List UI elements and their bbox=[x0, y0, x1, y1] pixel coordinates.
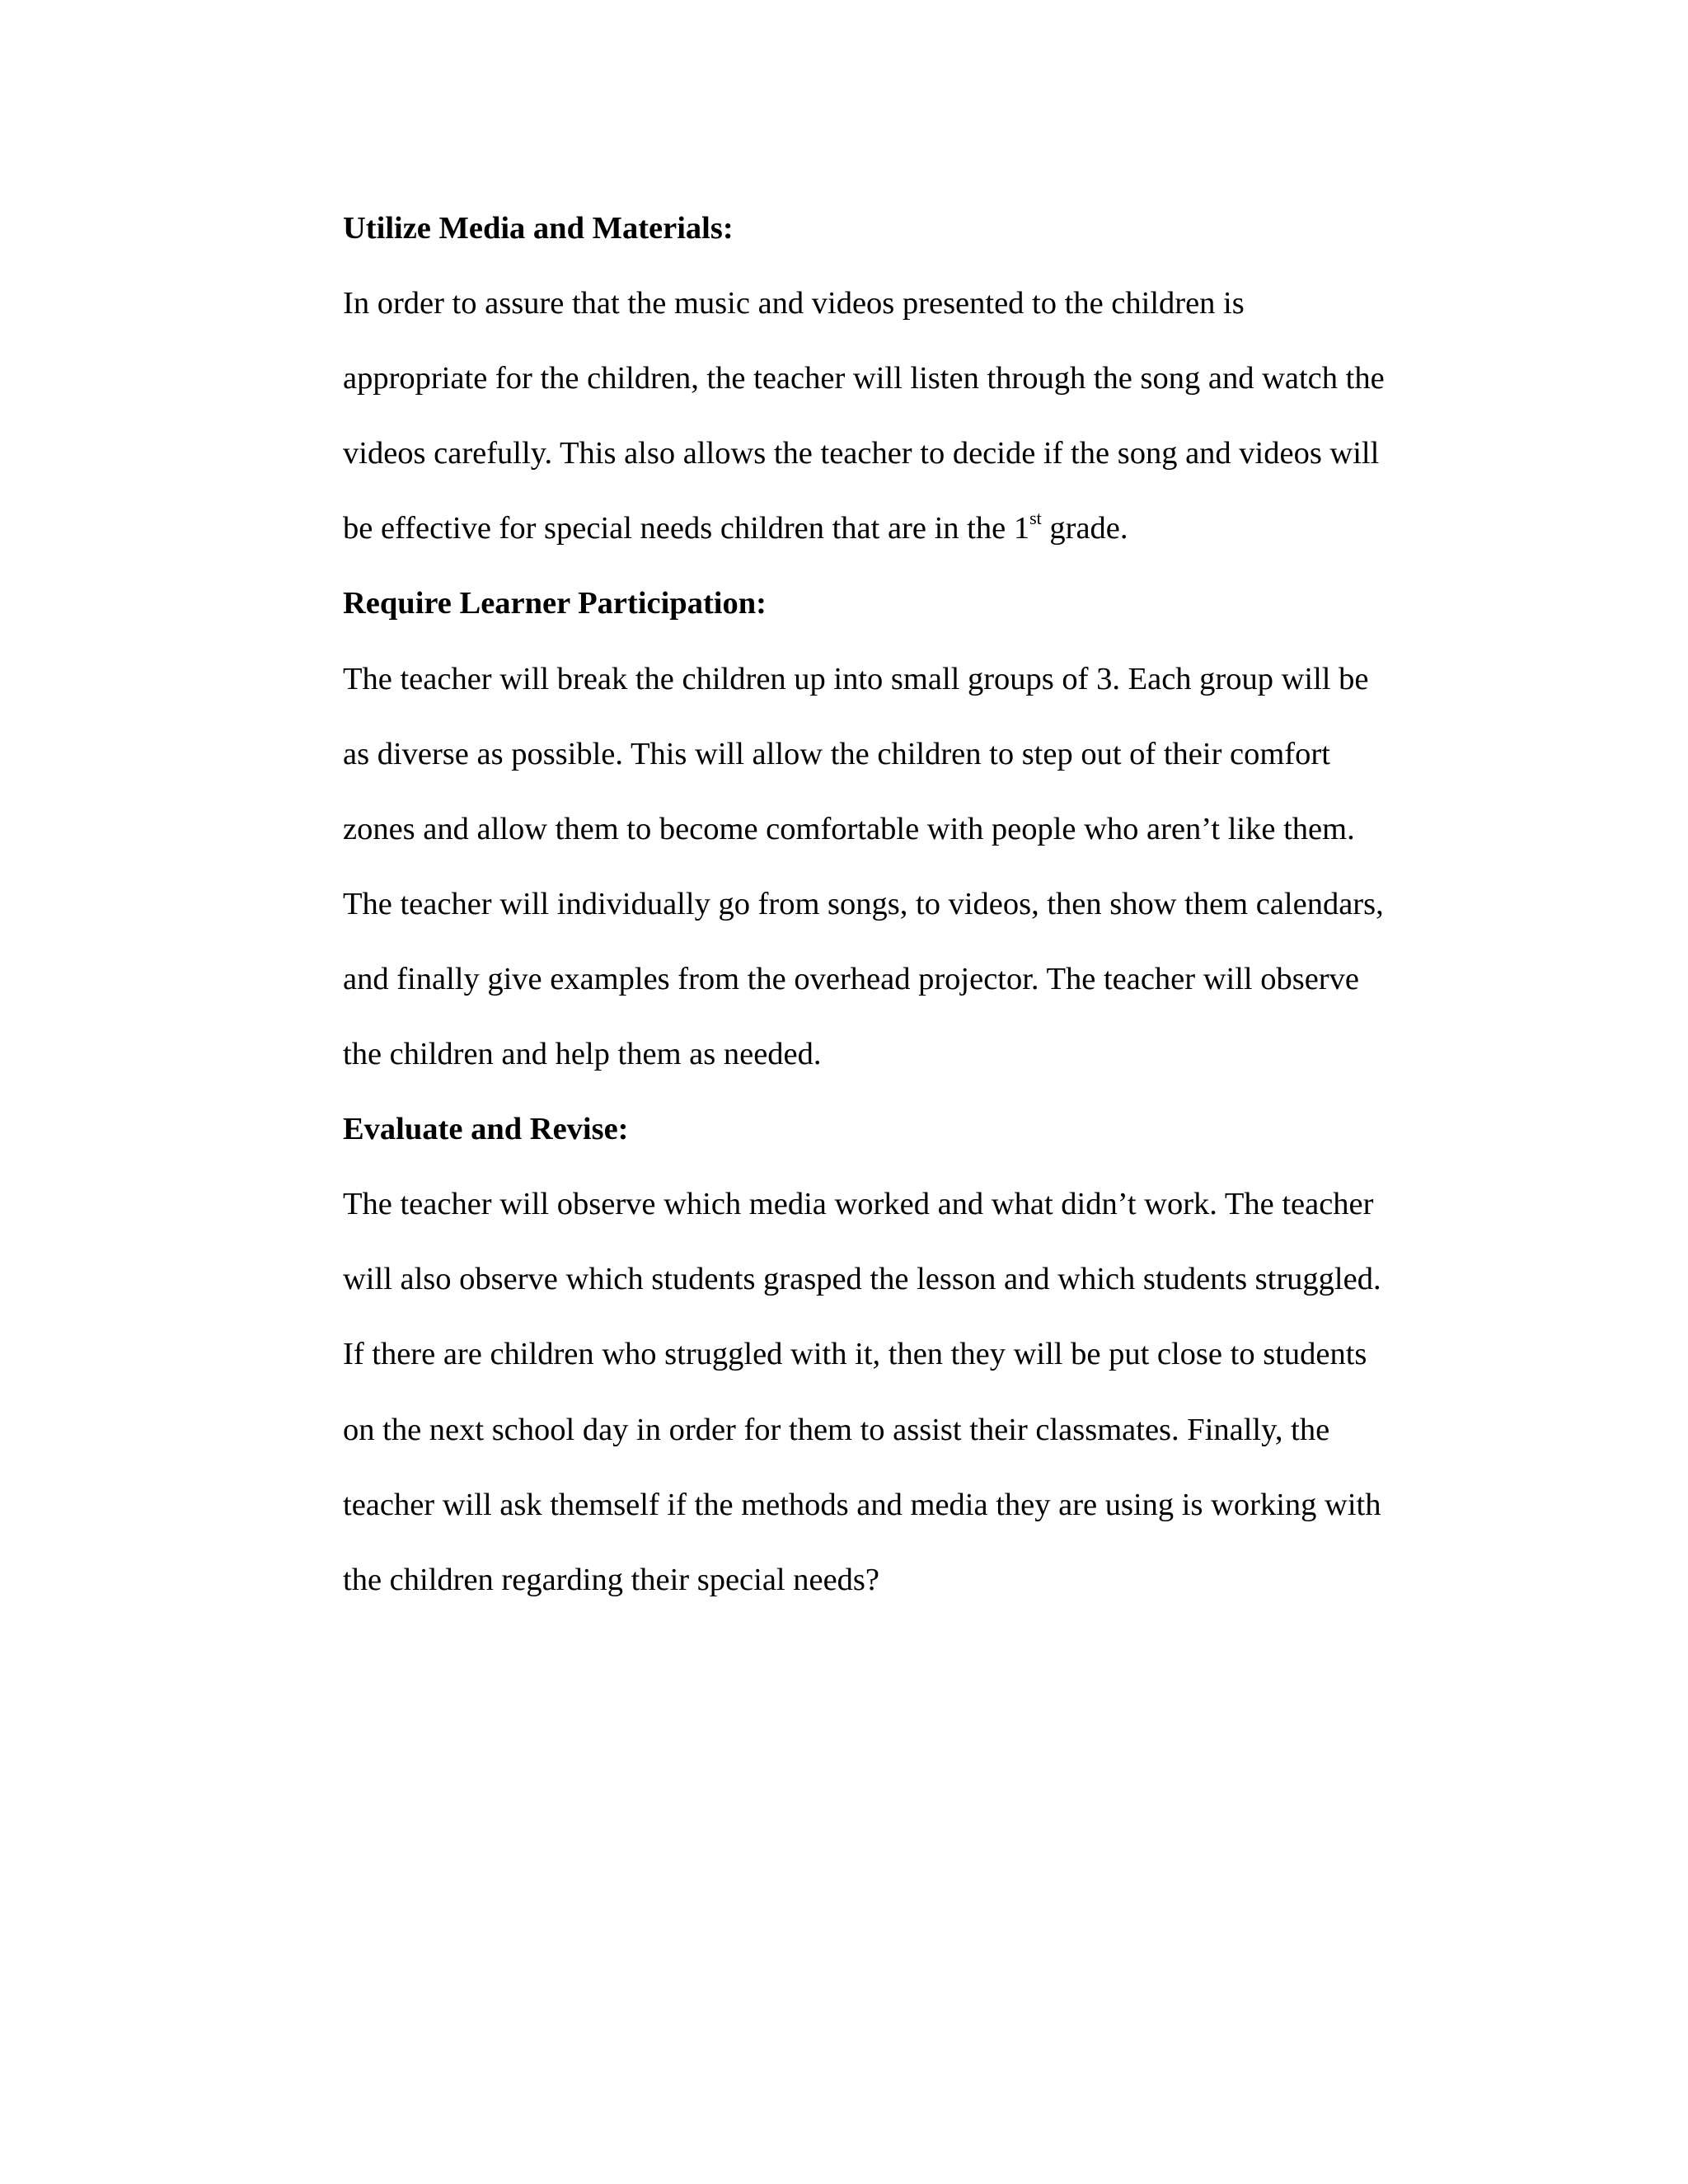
line-text-after: grade. bbox=[1041, 511, 1128, 546]
paragraph-line: In order to assure that the music and videos presented to the children is bbox=[343, 286, 1245, 321]
paragraph-line: as diverse as possible. This will allow the children to step out of their comfort bbox=[343, 736, 1330, 771]
paragraph-line: The teacher will observe which media worked and what didn’t work. The teacher bbox=[343, 1187, 1374, 1222]
paragraph-line: the children regarding their special needs? bbox=[343, 1562, 880, 1597]
paragraph-line: appropriate for the children, the teacher will listen through the song and watch the bbox=[343, 361, 1385, 396]
ordinal-superscript: st bbox=[1029, 507, 1042, 528]
paragraph-line: If there are children who struggled with it, then they will be put close to students bbox=[343, 1337, 1367, 1372]
paragraph-line: the children and help them as needed. bbox=[343, 1037, 822, 1072]
line-text-before: be effective for special needs children that are in the 1 bbox=[343, 511, 1030, 546]
paragraph-line: The teacher will individually go from songs, to videos, then show them calendars, bbox=[343, 886, 1384, 921]
paragraph-line: will also observe which students grasped the lesson and which students struggled. bbox=[343, 1262, 1381, 1297]
paragraph-line: The teacher will break the children up into small groups of 3. Each group will be bbox=[343, 661, 1369, 696]
paragraph-line: and finally give examples from the overhead projector. The teacher will observe bbox=[343, 961, 1359, 996]
section-heading-require-participation: Require Learner Participation: bbox=[343, 586, 767, 621]
paragraph-line: on the next school day in order for them to assist their classmates. Finally, the bbox=[343, 1412, 1330, 1447]
paragraph-line: teacher will ask themself if the methods and media they are using is working with bbox=[343, 1487, 1381, 1522]
section-heading-evaluate-revise: Evaluate and Revise: bbox=[343, 1112, 629, 1147]
paragraph-line: videos carefully. This also allows the teacher to decide if the song and videos will bbox=[343, 436, 1380, 471]
document-body bbox=[343, 191, 1439, 1618]
section-heading-utilize-media: Utilize Media and Materials: bbox=[343, 211, 734, 246]
paragraph-line: zones and allow them to become comfortable with people who aren’t like them. bbox=[343, 811, 1355, 846]
paragraph-line-with-superscript bbox=[343, 491, 1439, 566]
